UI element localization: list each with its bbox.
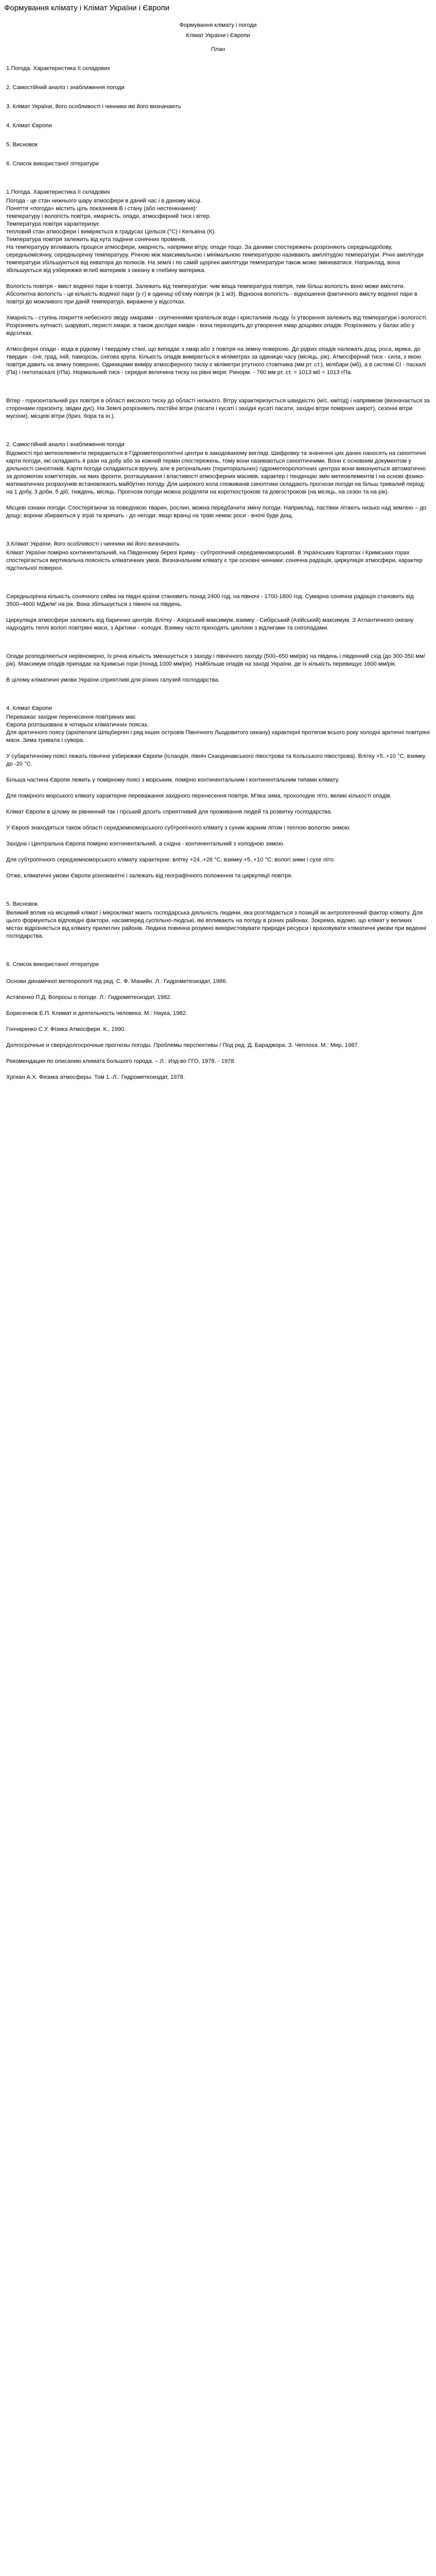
paragraph: Хмарність - ступінь покриття небесного зводу хмарами - скупченнями крапельок води і кристаликів льоду. Їх утворення залежить від температури і вологості. Розрізняють купчасті, шаруваті, перисті хмари, а також дослідні хмари - вона переходить до утворення хмар дощових опадів. Розрізняють у балах або у відсотках.	[6, 315, 428, 337]
reference-item: Основи динамічної метеорології під ред. С. Ф. Манийн. Л.: Гидрометеоиздат, 1986.	[6, 978, 228, 985]
section-europe-climate	[6, 705, 430, 880]
reference-item: Рекомендации по описанию климата большого города. – Л.: Изд-во ГГО, 1978. - 1978.	[6, 1058, 236, 1065]
section-forecast	[6, 441, 430, 520]
section-heading: 5. Висновок	[6, 901, 38, 908]
section-heading: 4. Клімат Європи	[6, 705, 52, 712]
reference-item: Хргиан А.Х. Физика атмосферы. Том 1.-Л.: Гидрометеоиздат, 1978.	[6, 1074, 185, 1081]
reference-item: Астапенко П.Д. Вопросы о погоде. Л.: Гидрометеоиздат, 1982.	[6, 994, 172, 1001]
reference-item: Гончаренко С.У. Фізика Атмосфери. К., 1990.	[6, 1026, 126, 1033]
paragraph: Температура повітря характеризує	[6, 221, 100, 228]
paragraph: Європа розташована в чотирьох кліматичних поясах.	[6, 722, 149, 728]
paragraph: Поняття «погода» містить ціль показників В і стану (або нестенкнання):	[6, 206, 197, 212]
paragraph: Відомості про метеоелементи передаються в Гідрометеорологічні центри в закодованому вигляді. Шифровку та значення цих даних наносять на синоптичні карти погоди, які складають 4 рази на добу або за кожний термін спостережень, тому вони називаються синоптичними. Вони є основним документом у діяльності синоптиків. Карти погоди складаються вручну, але в регіональних (територіальних) гідрометеорологічних центрах вони виконуються автоматично за допомогою комп'ютерів, на яких фронти, розташування і властивості атмосферних масивів, характер і тенденцію змін метеоелементів і на основі фізико-математичних розрахунків встановлюють майбутню погоду. Для широкого кола споживачів синоптики складають прогнози погоди на більш тривалий період: на 1 добу, 3 доби, 5 діб, тиждень, місяць. Прогнози погоди можна розділяти на короткострокові та довгострокові (на місяць, на сезон та на рік).	[6, 450, 426, 496]
toc-item: 1.Погода. Характеристика її складових	[6, 65, 110, 72]
section-ukraine-radiation	[6, 593, 430, 632]
section-wind	[6, 397, 430, 420]
paragraph: У субарктичному поясі лежать північне узбережжя Європи (Ісландія, північ Скандинавського півострова та Кольського півострова). Влітку +5..+10 °С, взимку до -20 °С.	[6, 753, 426, 768]
toc-item: 6. Список використаної літератури	[6, 161, 99, 167]
paragraph: Для арктичного поясу (архіпелаги Шпіцберген і ряд інших островів Північного Льодовитого океану) характерні протягом всього року холодні арктичні повітряні маси. Зима тривала і сувора.	[6, 730, 430, 744]
paragraph: Опади розподіляються нерівномірно, їх річна кількість зменшується з заходу і північного заходу (500–650 мм/рік) на південь і південний схід (до 300-350 мм/рік). Максимум опадів припадає на Кримські гори (понад 1000 мм/рік). Найбільше опадів на заході України, де їх кількість перевищує 1600 мм/рік.	[6, 653, 425, 668]
paragraph: Погода - це стан нижнього шару атмосфери в даний час і в даному місці.	[6, 198, 202, 205]
paragraph: Атмосферні опади - вода в рідкому і твердому стані, що випадає з хмар або з повітря на земну поверхню. До рідких опадів належать дощ, роса, мряка, до твердих - сніг, град, іній, паморозь, снігова крупа. Кількість опадів виміряється в міліметрах за одиницю часу (місяць, рік). Атмосферний тиск - сила, з якою повітря давить на земну поверхню. Одиницями виміру атмосферного тиску є міліметри ртутного стовпчика (мм рт. ст.), мілібари (мб), а в системі СІ - паскалі (Па) і гектопаскалі (гПа). Нормальний тиск - середня величина тиску на рівні моря: Ринорм. - 760 мм рт. ст. = 1013 мб = 1013 гПа.	[6, 346, 426, 376]
section-heading: 1.Погода. Характеристика її складових	[6, 189, 110, 196]
section-heading: 3.Клімат України, його особливості і чинники які його визначають	[6, 541, 180, 548]
paragraph: На температуру впливають процеси атмосфери, хмарність, напрямки вітру, опади тощо. За даними спостережень розрізняють середньодобову, середньомісячну, середньорічну температуру. Річною між максимальною і мінімальною температурою називають амплітудою температури. Річні амплітуди температури збільшуються від екватора до полюсів. На землі і по самій щорічні амплітуди температури також може змінюватися. Наприклад, вона збільшується від узбережжя вглиб материків з океану в глибину материка.	[6, 244, 424, 274]
section-ukraine-climate	[6, 540, 430, 572]
paragraph: Переважає західне перенесення повітряних мас	[6, 714, 136, 721]
paragraph: температуру і вологість повітря, хмарність, опади, атмосферний тиск і вітер.	[6, 213, 211, 220]
paragraph: Місцеві ознаки погоди. Спостерігаючи за поведінкою тварин, рослин, можна передбачити зміну погоди. Наприклад, ластівки літають низько над землею – до дощу; ворони збираються у зграї та кричать - до негоди; якщо вранці на траві немає роси - вночі буде дощ.	[6, 505, 427, 519]
paragraph: Отже, кліматичні умови Європи різноманітні і залежать від географічного положення та циркуляції повітря.	[6, 873, 293, 879]
toc-item: 4. Клімат Європи	[6, 123, 52, 129]
header-line-2: Клімат України і Європи	[186, 32, 250, 39]
section-weather	[6, 189, 430, 377]
paragraph: Більша частина Європи лежить у помірному поясі з морським, помірно континентальним і континентальним типами клімату.	[6, 777, 340, 784]
table-of-contents	[6, 65, 430, 168]
toc-item: 2. Самостійний аналіз і знаближення погоди	[6, 84, 125, 91]
section-heading: 2. Самостійний аналіз і знаближення погоди	[6, 442, 125, 448]
document-header	[6, 22, 430, 40]
paragraph: тепловий стан атмосфери і виміряється в градусах Цельсія (°С) і Кельвіна (К).	[6, 229, 216, 235]
toc-item: 3. Клімат України, його особливості і чинники які його визначають	[6, 104, 181, 110]
paragraph: Вологість повітря - вміст водяної пари в повітрі. Залежить від температури: чим вища температура повітря, тим більш вологість воно може вмістити. Абсолютна вологість - це кількість водяної пари (у г) в одиниці об'єму повітря (в 1 м3). Відносна вологість - відношення фактичного вмісту водяної пари в повітрі до можливого при даній температурі, виражене у відсотках.	[6, 283, 417, 306]
page-title: Формування клімату і Клімат України і Європи	[0, 0, 436, 14]
paragraph: Для помірного морського клімату характерне переважання західного перенесення повітря. М'яка зима, прохолодне літо, великі кількості опадів.	[6, 793, 392, 800]
paragraph: Вітер - горизонтальний рух повітря в області високого тиску до області низького. Вітру характеризується швидкістю (м/с, км/год) і напрямком (визначається за сторонами горизонту, звідки дує). На Землі розрізняють постійні вітри (пасати і кусаті і західні кусаті пасати, західні вітри помірних широт), сезонні вітри мусони), місцеві вітри (бриз, бора та ін.).	[6, 398, 430, 420]
section-conclusion	[6, 901, 430, 940]
paragraph: Середньорічна кількість сонячного сяйва на півдні країни становить понад 2400 год, на півночі - 1700-1800 год. Сумарна сонячна радіація становить від 3500–4600 МДж/м² на рік. Вона збільшується з півночі на південь.	[6, 594, 414, 608]
paragraph: Клімат Європи в цілому як рівнинний так і гірський досить сприятливий для проживання людей та розвитку господарства.	[6, 809, 333, 816]
toc-item: 5. Висновок	[6, 142, 38, 148]
paragraph: Великий вплив на місцевий клімат і мікроклімат мають господарська діяльність людини, яка розглядається з позицій як антропогенний фактор клімату. Для цього формуються відповідні фактори, насамперед суспільно-людські, які впливають на погоду в різних районах. Зокрема, відомо, що клімат у великих містах відрізняється від клімату прилеглих районів. Людина повинна розумно використовувати природні ресурси і враховувати кліматичні умови при веденні господарства.	[6, 910, 426, 940]
header-line-1: Формування клімату і погоди	[179, 22, 257, 29]
paragraph: Західна і Центральна Європа помірно континентальний, а східна - континентальний з холодною зимою.	[6, 841, 285, 848]
reference-item: Долгосрочные и сверхдолгосрочные прогнозы погоды. Проблемы перспективы / Под ред. Д. Бараджора. З. Чеплоха. М.: Мир, 1987.	[6, 1042, 359, 1049]
paragraph: Клімат України помірно континентальний, на Південному березі Криму - субтропічний середземноморський. В Українських Карпатах і Кримських горах спостерігається вертикальна поясність кліматичних умов. Визначальним клімату є три основні чинники: сонячна радіація, циркуляція атмосфери, характер підстильної поверхні.	[6, 550, 423, 572]
paragraph: Для субтропічного середземноморського клімату характерне: влітку +24..+28 °С, взимку +5..+10 °С; вологі зими і сухе літо.	[6, 857, 335, 863]
section-ukraine-precipitation	[6, 653, 430, 684]
paragraph: Циркуляція атмосфери залежить від баричних центрів. Влітку - Азорський максимум, взимку - Сибірський (Азійський) максимум. З Атлантичного океану надходять теплі вологі повітряні маси, з Арктики - холодні. Взимку часто приходять циклони з відлигами та снігопадами.	[6, 617, 414, 632]
section-heading: 6. Список використаної літератури	[6, 961, 99, 968]
paragraph: Температура повітря залежить від кута падіння сонячних променів.	[6, 236, 187, 243]
plan-heading: План	[211, 46, 225, 53]
reference-item: Борисенков Е.П. Климат и деятельность человека. М.: Наука, 1982.	[6, 1010, 187, 1017]
paragraph: У Європі знаходяться також області середземноморського субтропічного клімату з сухим жарким літом і теплою вологою зимою.	[6, 825, 351, 832]
document-body	[0, 14, 436, 1100]
section-references	[6, 961, 430, 1081]
paragraph: В цілому кліматичні умови України сприятливі для різних галузей господарства.	[6, 677, 220, 684]
